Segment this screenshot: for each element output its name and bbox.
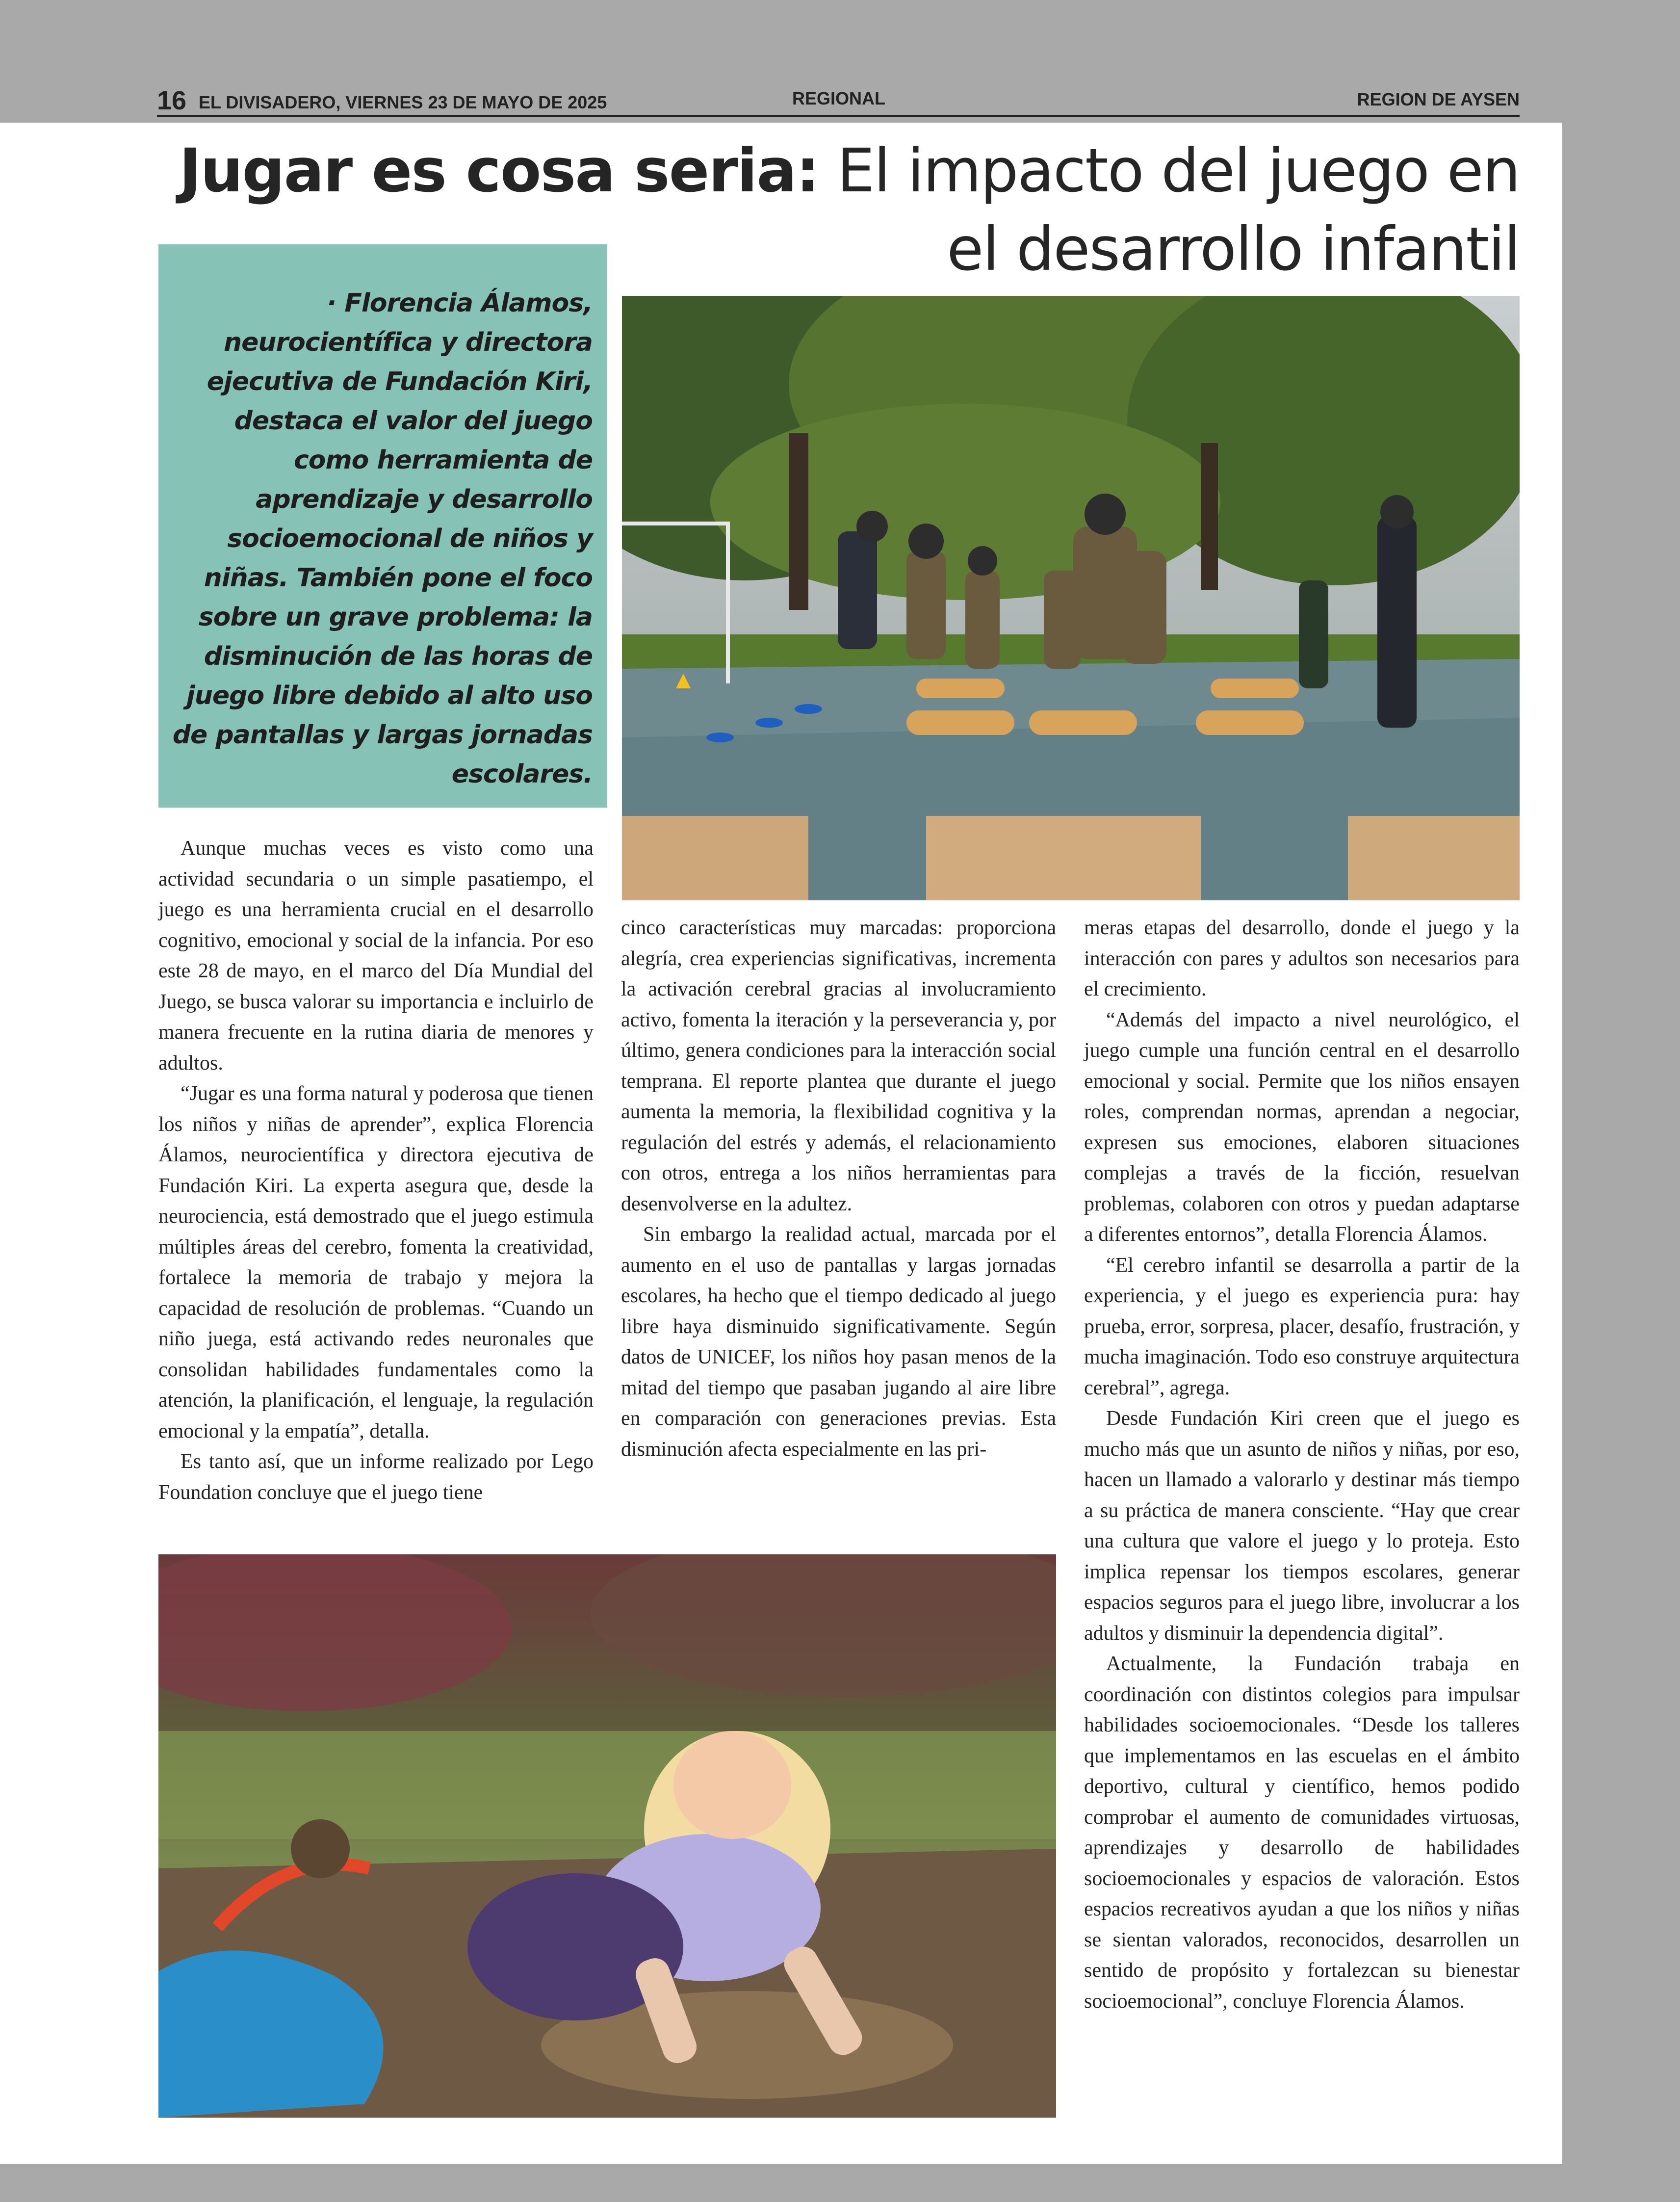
article-paragraph: cinco características muy marcadas: proporciona alegría, crea experiencias significativas, incrementa la activación cerebral gracias al involucramiento activo, fomenta la iteración y la perseverancia y, por último, genera condiciones para la interacción social temprana. El reporte plantea que durante el juego aumenta la memoria, la flexibilidad cognitiva y la regulación del estrés y además, el relacionamiento con otros, entrega a los niños herramientas para desenvolverse en la adultez. xyxy=(621,917,1056,1215)
article-paragraph: meras etapas del desarrollo, donde el juego y la interacción con pares y adultos son necesarios para el crecimiento. xyxy=(1084,917,1520,1000)
article-paragraph: Desde Fundación Kiri creen que el juego es mucho más que un asunto de niños y niñas, por eso, hacen un llamado a valorarlo y destinar más tiempo a su práctica de manera consciente. “Hay que crear una cultura que valore el juego y lo proteja. Esto implica repensar los tiempos escolares, generar espacios seguros para el juego libre, involucrar a los adultos y disminuir la dependencia digital”. xyxy=(1084,1407,1520,1645)
page-header xyxy=(157,83,1520,117)
child-playing-mud-photo xyxy=(158,1554,1056,2118)
skateboard-children-photo xyxy=(622,296,1520,900)
article-paragraph: “Jugar es una forma natural y poderosa que tienen los niños y niñas de aprender”, explica Florencia Álamos, neurocientífica y directora ejecutiva de Fundación Kiri. La experta asegura que, desde la neurociencia, está demostrado que el juego estimula múltiples áreas del cerebro, fomenta la creatividad, fortalece la memoria de trabajo y mejora la capacidad de resolución de problemas. “Cuando un niño juega, está activando redes neuronales que consolidan habilidades fundamentales como la atención, la planificación, el lenguaje, la regulación emocional y la empatía”, detalla. xyxy=(158,1082,594,1442)
article-column-3 xyxy=(1084,913,1520,2017)
article-column-1 xyxy=(158,833,594,1508)
headline-rest: El impacto del juego en el desarrollo infantil xyxy=(837,136,1520,284)
article-paragraph: Sin embargo la realidad actual, marcada por el aumento en el uso de pantallas y largas jornadas escolares, ha hecho que el tiempo dedicado al juego libre haya disminuido significativamente. Según datos de UNICEF, los niños hoy pasan menos de la mitad del tiempo que pasaban jugando al aire libre en comparación con generaciones previas. Esta disminución afecta especialmente en las pri- xyxy=(621,1223,1056,1461)
article-paragraph: “El cerebro infantil se desarrolla a partir de la experiencia, y el juego es experiencia pura: hay prueba, error, sorpresa, placer, desafío, frustración, y mucha imaginación. Todo eso construye arquitectura cerebral”, agrega. xyxy=(1084,1254,1520,1399)
article-paragraph: “Además del impacto a nivel neurológico, el juego cumple una función central en el desarrollo emocional y social. Permite que los niños ensayen roles, comprendan normas, aprendan a negociar, expresen sus emociones, elaboren situaciones complejas a través de la ficción, resuelvan problemas, colaboren con otros y puedan adaptarse a diferentes entornos”, detalla Florencia Álamos. xyxy=(1084,1008,1520,1246)
article-deck-text: · Florencia Álamos, neurocientífica y directora ejecutiva de Fundación Kiri, destaca el valor del juego como herramienta de aprendizaje y desarrollo socioemocional de niños y niñas. También pone el foco sobre un grave problema: la disminución de las horas de juego libre debido al alto uso de pantallas y largas jornadas escolares. xyxy=(172,288,593,789)
publication-date: EL DIVISADERO, VIERNES 23 DE MAYO DE 2025 xyxy=(199,92,607,112)
article-deck-box xyxy=(158,244,607,808)
section-label: REGIONAL xyxy=(792,88,886,108)
page-number: 16 xyxy=(157,86,187,115)
article-paragraph: Aunque muchas veces es visto como una actividad secundaria o un simple pasatiempo, el juego es una herramienta crucial en el desarrollo cognitivo, emocional y social de la infancia. Por eso este 28 de mayo, en el marco del Día Mundial del Juego, se busca valorar su importancia e incluirlo de manera frecuente en la rutina diaria de menores y adultos. xyxy=(158,837,594,1075)
article-paragraph: Actualmente, la Fundación trabaja en coordinación con distintos colegios para impulsar habilidades socioemocionales. “Desde los talleres que implementamos en las escuelas en el ámbito deportivo, cultural y científico, hemos podido comprobar el aumento de comunidades virtuosas, aprendizajes y desarrollo de habilidades socioemocionales y espacios de valoración. Estos espacios recreativos ayudan a que los niños y niñas se sientan valorados, reconocidos, desarrollen un sentido de propósito y fortalezcan su bienestar socioemocional”, concluye Florencia Álamos. xyxy=(1084,1652,1520,2013)
headline-bold: Jugar es cosa seria: xyxy=(179,136,819,206)
region-label: REGION DE AYSEN xyxy=(1357,89,1520,109)
article-column-2 xyxy=(621,913,1056,1465)
article-paragraph: Es tanto así, que un informe realizado por Lego Foundation concluye que el juego tiene xyxy=(158,1450,594,1504)
